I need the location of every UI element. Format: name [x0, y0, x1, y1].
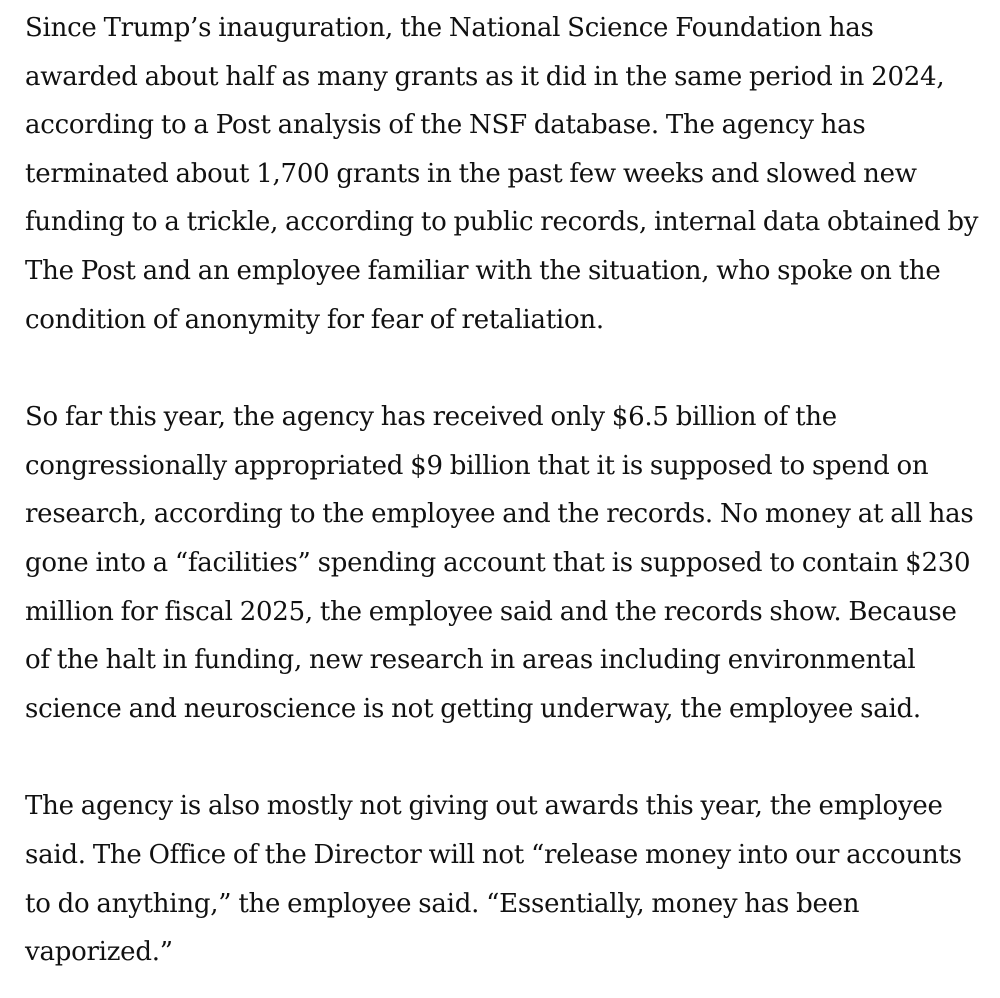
article-paragraph-2: So far this year, the agency has received only $6.5 billion of the congressionally appropriated $9 billion that it is supposed to spend on research, according to the employee and the records. No money at all has gone into a “facilities” spending account that is supposed to contain $230 million for fiscal 2025, the employee said and the records show. Because of the halt in funding, new research in areas including environmental science and neuroscience is not getting underway, the employee said. — [25, 402, 974, 724]
article-paragraph-3: The agency is also mostly not giving out awards this year, the employee said. The Office of the Director will not “release money into our accounts to do anything,” the employee said. “Essentially, money has been vaporized.” — [25, 791, 962, 968]
article-paragraph-1: Since Trump’s inauguration, the National Science Foundation has awarded about half as many grants as it did in the same period in 2024, according to a Post analysis of the NSF database. The agency has terminated about 1,700 grants in the past few weeks and slowed new funding to a trickle, according to public records, internal data obtained by The Post and an employee familiar with the situation, who spoke on the condition of anonymity for fear of retaliation. — [25, 13, 979, 335]
